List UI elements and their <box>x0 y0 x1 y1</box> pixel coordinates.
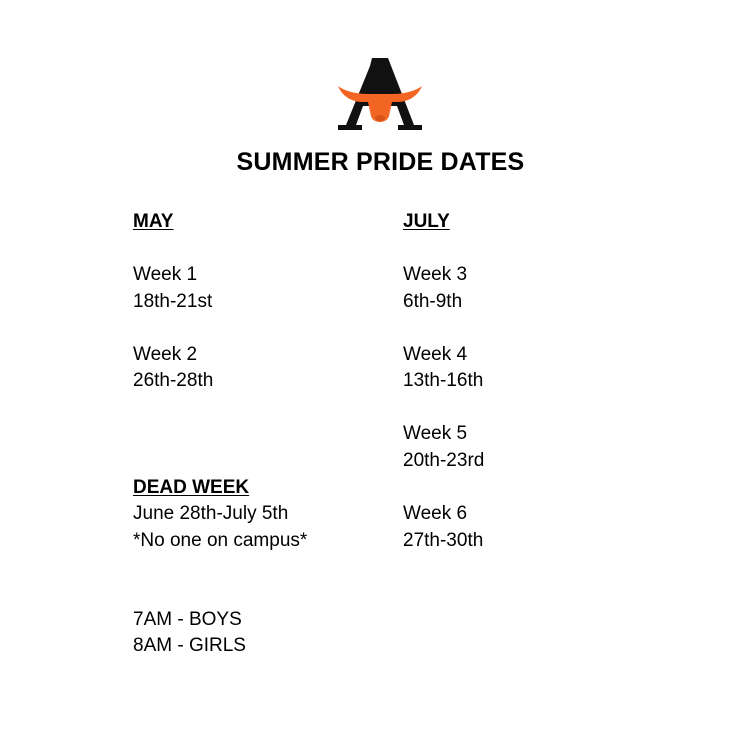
may-week-dates: 26th-28th <box>133 370 214 391</box>
july-week-label: Week 6 <box>403 503 468 524</box>
longhorn-a-logo <box>336 58 424 132</box>
july-week-dates: 13th-16th <box>403 370 484 391</box>
girls-time: 8AM - GIRLS <box>133 635 246 656</box>
dead-week-note: *No one on campus* <box>133 530 308 551</box>
may-heading: MAY <box>133 211 174 232</box>
july-week-dates: 20th-23rd <box>403 450 485 471</box>
july-week-label: Week 4 <box>403 344 468 365</box>
july-week-dates: 27th-30th <box>403 530 484 551</box>
may-week-dates: 18th-21st <box>133 291 213 312</box>
july-week-label: Week 5 <box>403 423 468 444</box>
july-week-label: Week 3 <box>403 264 468 285</box>
boys-time: 7AM - BOYS <box>133 609 242 630</box>
may-week-label: Week 2 <box>133 344 198 365</box>
dead-week-heading: DEAD WEEK <box>133 477 250 498</box>
july-heading: JULY <box>403 211 450 232</box>
page-title: SUMMER PRIDE DATES <box>236 148 525 176</box>
may-week-label: Week 1 <box>133 264 198 285</box>
july-week-dates: 6th-9th <box>403 291 463 312</box>
dead-week-dates: June 28th-July 5th <box>133 503 289 524</box>
